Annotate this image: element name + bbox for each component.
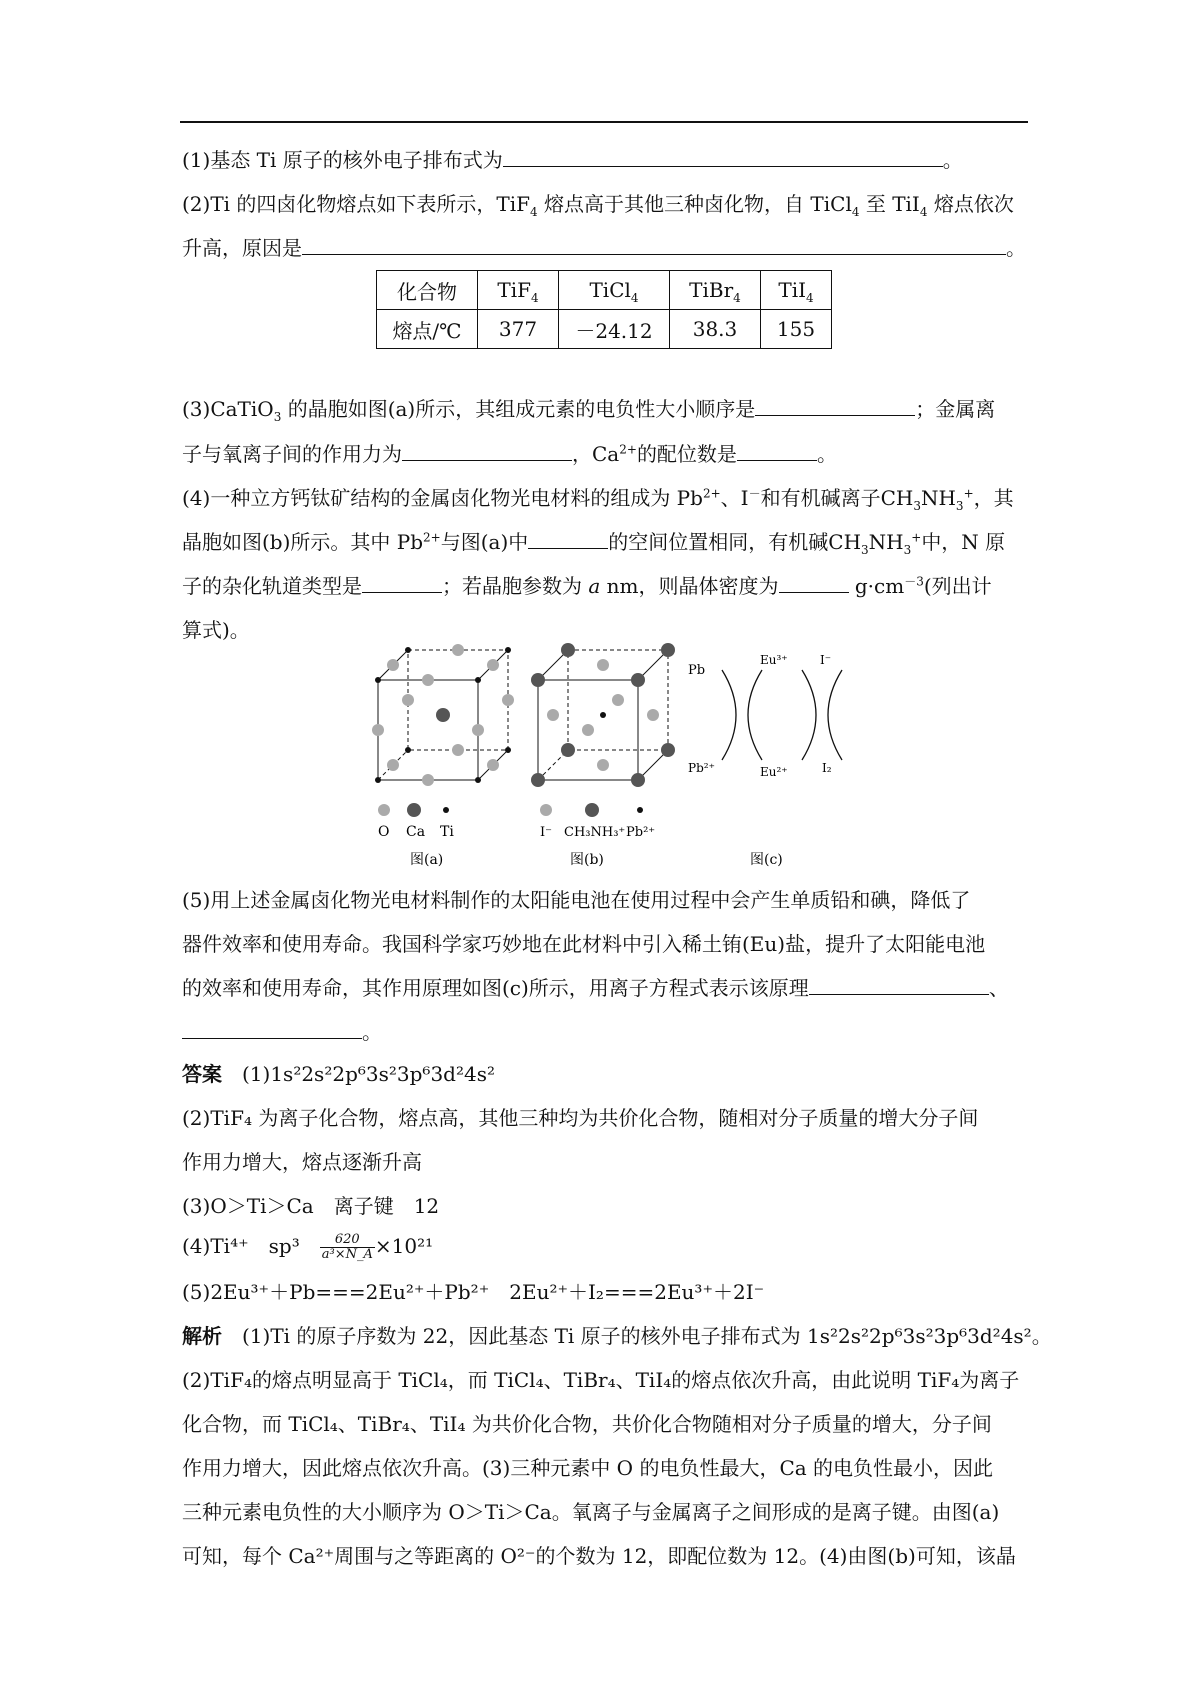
answer-blank — [503, 146, 943, 167]
legend-lead: Pb²⁺ — [626, 825, 656, 840]
answer-blank — [362, 572, 442, 593]
analysis-line-3: 化合物，而 TiCl₄、TiBr₄、TiI₄ 为共价化合物，共价化合物随相对分子质量的增大，分子间 — [182, 1412, 992, 1436]
answer-4: (4)Ti⁴⁺ sp³ $\frac{620}{\text{a³×N\_A}}$ ×10²¹ — [182, 1232, 434, 1262]
analysis-line-1: 解析 (1)Ti 的原子序数为 22，因此基态 Ti 原子的核外电子排布式为 1s²2s²2p⁶3s²3p⁶3d²4s²。 — [182, 1324, 1052, 1348]
analysis-line-5: 三种元素电负性的大小顺序为 O＞Ti＞Ca。氧离子与金属离子之间形成的是离子键。由图(a) — [182, 1500, 1000, 1524]
figure-b-lead-atom — [600, 712, 606, 718]
melting-point-table — [376, 270, 832, 349]
caption-a: 图(a) — [410, 852, 444, 868]
caption-c: 图(c) — [750, 852, 783, 868]
label-eu3: Eu³⁺ — [760, 653, 788, 667]
answer-2-line-2: 作用力增大，熔点逐渐升高 — [182, 1150, 422, 1174]
figure-c-cycle — [722, 670, 842, 760]
header-rule — [180, 121, 1028, 123]
analysis-line-2: (2)TiF₄的熔点明显高于 TiCl₄，而 TiCl₄、TiBr₄、TiI₄的熔点依次升高，由此说明 TiF₄为离子 — [182, 1368, 1020, 1392]
legend-o: O — [378, 824, 390, 840]
density-fraction: $\frac{620}{\text{a³×N\_A}}$ — [321, 1232, 373, 1262]
legend-ca: Ca — [406, 824, 426, 840]
answer-blank — [779, 572, 849, 593]
question-4-line-4: 算式)。 — [182, 618, 250, 642]
analysis-line-4: 作用力增大，因此熔点依次升高。(3)三种元素中 O 的电负性最大，Ca 的电负性最小，因此 — [182, 1456, 994, 1480]
question-2-line-1: (2)Ti 的四卤化物熔点如下表所示，TiF$_4$ 熔点高于其他三种卤化物，自 TiCl$_4$ 至 TiI$_4$ 熔点依次 — [182, 192, 1014, 219]
question-4-line-1: (4)一种立方钙钛矿结构的金属卤化物光电材料的组成为 $Pb^{2+}$、I－和有机碱离子$CH_3NH_3^+$，其 — [182, 486, 1014, 513]
question-3-line-1: (3)CaTiO$_3$ 的晶胞如图(a)所示，其组成元素的电负性大小顺序是 ；金属离 — [182, 397, 996, 424]
answer-blank — [737, 440, 817, 461]
table-header-row: 化合物 TiF$_4$ TiCl$_4$ TiBr$_4$ TiI$_4$ — [377, 271, 832, 310]
label-iodide: I⁻ — [820, 653, 832, 667]
question-5-line-1: (5)用上述金属卤化物光电材料制作的太阳能电池在使用过程中会产生单质铅和碘，降低了 — [182, 888, 971, 912]
answer-5: (5)2Eu³⁺＋Pb===2Eu²⁺＋Pb²⁺ 2Eu²⁺＋I₂===2Eu³⁺＋2I⁻ — [182, 1280, 765, 1304]
answer-blank — [402, 440, 572, 461]
question-4-line-3: 子的杂化轨道类型是 ；若晶胞参数为 a nm，则晶体密度为 $g\cdot cm^{-3}$(列出计 — [182, 574, 992, 598]
legend-iodide: I⁻ — [540, 825, 552, 840]
label-pb2: Pb²⁺ — [688, 761, 715, 775]
answer-blank — [182, 1018, 362, 1039]
legend-ch3nh3: CH₃NH₃⁺ — [564, 825, 626, 840]
answer-2-line-1: (2)TiF₄ 为离子化合物，熔点高，其他三种均为共价化合物，随相对分子质量的增大分子间 — [182, 1106, 979, 1130]
answer-1: 答案 (1)1s²2s²2p⁶3s²3p⁶3d²4s² — [182, 1062, 495, 1086]
question-5-line-3: 的效率和使用寿命，其作用原理如图(c)所示，用离子方程式表示该原理 、 — [182, 976, 1009, 1000]
answer-title: 答案 — [182, 1062, 222, 1086]
label-eu2: Eu²⁺ — [760, 765, 788, 779]
answer-3: (3)O＞Ti＞Ca 离子键 12 — [182, 1194, 440, 1218]
caption-b: 图(b) — [570, 852, 604, 868]
crystal-figures — [370, 640, 850, 870]
question-4-line-2: 晶胞如图(b)所示。其中 $Pb^{2+}$与图(a)中 的空间位置相同，有机碱$CH_3NH_3^+$中，N 原 — [182, 530, 1006, 557]
analysis-line-6: 可知，每个 Ca²⁺周围与之等距离的 O²⁻的个数为 12，即配位数为 12。(4)由图(b)可知，该晶 — [182, 1544, 1016, 1568]
figure-a-calcium-atom — [436, 708, 450, 722]
analysis-title: 解析 — [182, 1324, 222, 1348]
question-5-line-4: 。 — [182, 1018, 382, 1046]
label-pb: Pb — [688, 663, 706, 678]
question-5-line-2: 器件效率和使用寿命。我国科学家巧妙地在此材料中引入稀土铕(Eu)盐，提升了太阳能电池 — [182, 932, 986, 956]
table-row: 熔点/℃ 377 －24.12 38.3 155 — [377, 310, 832, 349]
answer-blank — [809, 974, 989, 995]
legend-ti: Ti — [440, 824, 454, 840]
question-1: (1)基态 Ti 原子的核外电子排布式为 。 — [182, 148, 963, 172]
question-3-line-2: 子与氧离子间的作用力为 ，$Ca^{2+}$的配位数是 。 — [182, 442, 837, 466]
answer-blank — [755, 395, 915, 416]
answer-blank — [302, 234, 1006, 255]
answer-blank — [528, 528, 608, 549]
label-iodine: I₂ — [822, 761, 832, 775]
question-2-line-2: 升高，原因是 。 — [182, 236, 1026, 260]
